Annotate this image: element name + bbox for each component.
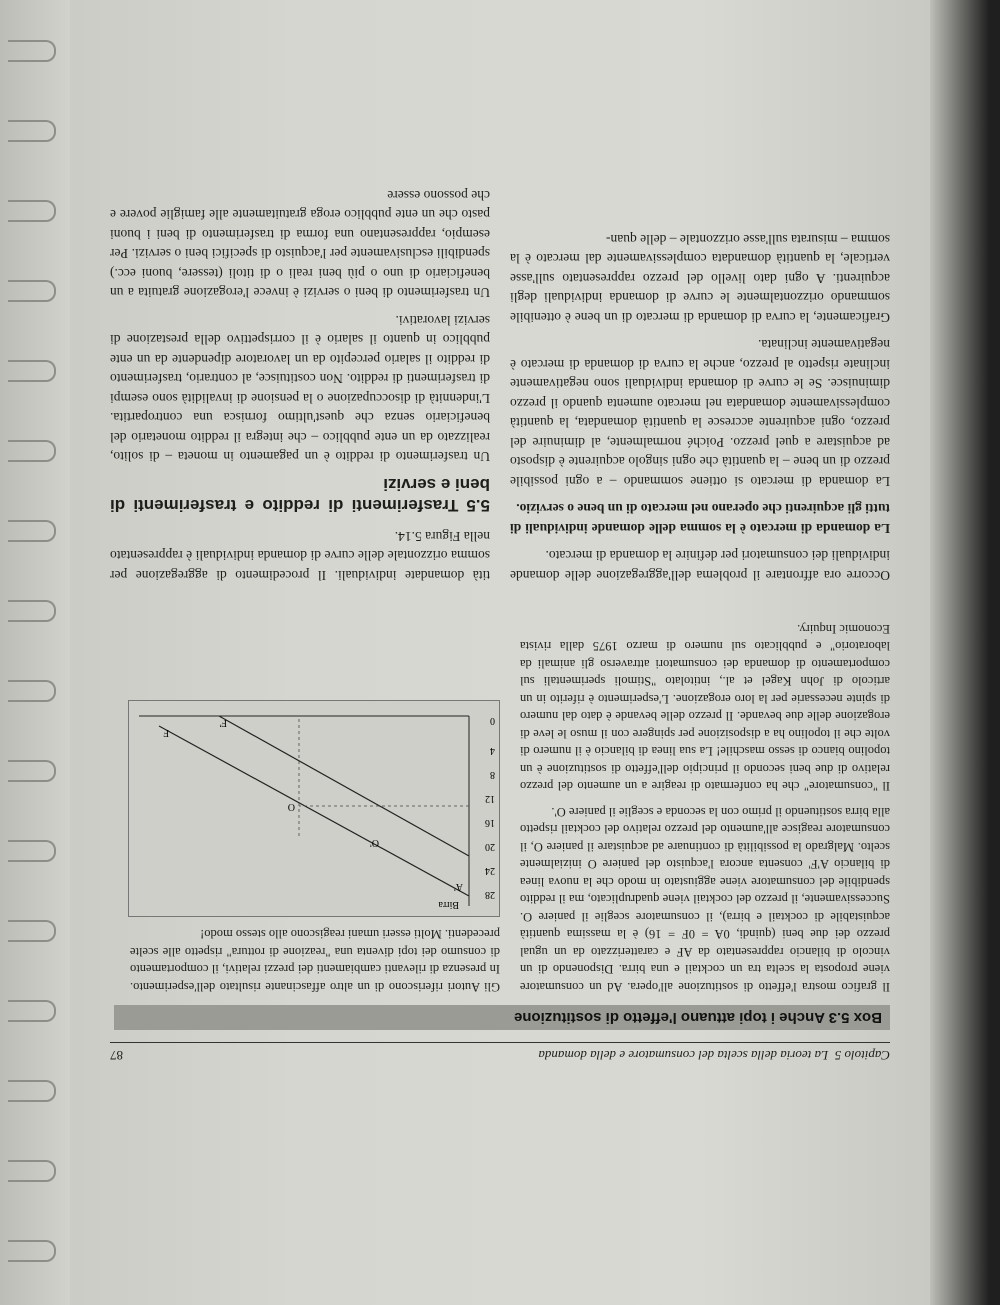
point-label: O': [369, 837, 379, 848]
binding-ring: [8, 440, 56, 462]
section-title: Trasferimenti di reddito e trasferimenti di beni e servizi: [110, 475, 490, 516]
chart-tick: 4: [490, 745, 495, 756]
binding-ring: [8, 520, 56, 542]
box-5-3: [110, 612, 890, 1031]
binding-ring: [8, 280, 56, 302]
paragraph: Un trasferimento di beni o servizi è invece l'erogazione gratuita a un beneficiario di uno o più beni reali o di titoli (tessere, buoni ecc.) spendibili esclusivamente per l'acquisto di specifici beni o servizi. Per esempio, rappresentano una forma di trasferimento di beni i buoni pasto che un ente pubblico eroga gratuitamente alle famiglie povere e che possono essere: [110, 188, 490, 301]
paragraph: Un trasferimento di reddito è un pagamento in moneta – di solito, realizzato da un ente pubblico – che integra il reddito monetario del beneficiario senza che quest'ultimo fornisca una contropartita. L'indennità di disoccupazione o la pensione di invalidità sono esempi di trasferimenti di reddito. Non costituisce, al contrario, trasferimento di reddito il salario percepito da un lavoratore dipendente da un ente pubblico in quanto il salario è il corrispettivo della prestazione di servizi lavorativi.: [110, 313, 490, 465]
box-title: Box 5.3 Anche i topi attuano l'effetto di sostituzione: [114, 1005, 890, 1030]
box-column-1: [520, 612, 890, 996]
page-edge-shadow: [930, 0, 1000, 1305]
left-column: [510, 222, 890, 586]
binding-ring: [8, 1080, 56, 1102]
budget-line-chart: [128, 700, 500, 917]
running-head: [110, 1042, 890, 1063]
binding-ring: [8, 1160, 56, 1182]
binding-ring: [8, 1240, 56, 1262]
chart-tick: 8: [490, 769, 495, 780]
paragraph: La domanda di mercato si ottiene sommando – a ogni possibile prezzo di un bene – la quantità che ogni singolo acquirente è disposto ad acquistare a quel prezzo. Poiché normalmente, al diminuire del prezzo, ogni acquirente accresce la quantità domandata, la quantità complessivamente domandata nel mercato aumenta quando il prezzo diminuisce. Se le curve di domanda individuali sono negativamente inclinate rispetto al prezzo, anche la curva di domanda di mercato è negativamente inclinata.: [510, 337, 890, 489]
point-label: A': [453, 881, 463, 892]
chart-tick: 0: [490, 715, 495, 726]
budget-line-af: [159, 726, 469, 896]
chart-tick: 12: [485, 793, 495, 804]
binding-ring: [8, 840, 56, 862]
section-heading: [110, 475, 490, 517]
box-column-2: [130, 612, 500, 996]
binding-ring: [8, 680, 56, 702]
chapter-title: Capitolo 5 La teoria della scelta del consumatore e della domanda: [538, 1048, 890, 1063]
binding-ring: [8, 40, 56, 62]
definition: La domanda di mercato è la somma delle domande individuali di tutti gli acquirenti che operano nel mercato di un bene o servizio.: [510, 501, 890, 536]
budget-line-a-f-prime: [219, 716, 469, 856]
chart-tick: 20: [485, 841, 495, 852]
chart-tick: 24: [485, 865, 495, 876]
binding-ring: [8, 920, 56, 942]
box-paragraph: Il grafico mostra l'effetto di sostituzione all'opera. Ad un consumatore viene proposta la scelta tra un cocktail e una birra. Disponendo di un vincolo di bilancio rappresentato da AF e caratterizzato da un ugual prezzo dei due beni (quindi, 0A = 0F = 16) è la massima quantità acquistabile di cocktail e birra), il consumatore sceglie il paniere O. Successivamente, il prezzo del cocktail viene quadruplicato, ma il reddito spendibile del consumatore viene aggiustato in modo che la nuova linea di bilancio A'F' consenta ancora l'acquisto del paniere O inizialmente scelto. Malgrado la possibilità di continuare ad acquistare il paniere O, il consumatore reagisce all'aumento del prezzo relativo del cocktail rispetto alla birra sostituendo il primo con la seconda e sceglie il paniere O'.: [520, 805, 890, 994]
point-label: O: [287, 801, 295, 812]
box-paragraph: Il "consumatore" che ha confermato di reagire a un aumento del prezzo relativo di due beni secondo il principio dell'effetto di sostituzione è un topolino bianco di sesso maschile! La sua linea di bilancio è il numero di volte che il topolino ha a disposizione per spingere con il muso le leve di erogazione delle due bevande. Il prezzo delle bevande è dato dal numero di spinte necessarie per la loro erogazione. L'esperimento è riferito in un articolo di John Kagel et al., intitolato "Stimoli sperimentali sul comportamento di domanda dei consumatori attraverso gli animali da laboratorio" e pubblicato sul numero di marzo 1975 dalla rivista Economic Inquiry.: [520, 622, 890, 794]
box-paragraph: Gli Autori riferiscono di un altro affascinante risultato dell'esperimento. In presenza di rilevanti cambiamenti dei prezzi relativi, il comportamento di consumo dei topi diventa una "reazione di rottura" rispetto alle scelte precedenti. Molti esseri umani reagiscono allo stesso modo!: [130, 927, 500, 994]
book-page: [70, 0, 930, 1305]
paragraph: tità domandate individuali. Il procedimento di aggregazione per somma orizzontale delle curve di domanda individuali è rappresentato nella Figura 5.14.: [110, 529, 490, 583]
page-number: 87: [110, 1048, 123, 1063]
binding-ring: [8, 1000, 56, 1022]
binding-ring: [8, 760, 56, 782]
binding-ring: [8, 360, 56, 382]
paragraph: Occorre ora affrontare il problema dell'aggregazione delle domande individuali dei consumatori per definire la domanda di mercato.: [510, 548, 890, 583]
chart-y-label: Birra: [438, 899, 459, 910]
chart-tick: 28: [485, 889, 495, 900]
binding-ring: [8, 600, 56, 622]
paragraph: Graficamente, la curva di domanda di mercato di un bene è ottenibile sommando orizzontalmente le curve di domanda individuali degli acquirenti. A ogni dato livello del prezzo rappresentato sull'asse verticale, la quantità domandata complessivamente dal mercato è la somma – misurata sull'asse orizzontale – delle quan-: [510, 232, 890, 325]
spiral-binding: [0, 0, 70, 1305]
point-label: F': [219, 717, 227, 728]
chart-tick: 16: [485, 817, 495, 828]
right-column: [110, 178, 490, 586]
point-label: F: [163, 727, 169, 738]
binding-ring: [8, 120, 56, 142]
section-number: 5.5: [466, 496, 490, 516]
binding-ring: [8, 200, 56, 222]
